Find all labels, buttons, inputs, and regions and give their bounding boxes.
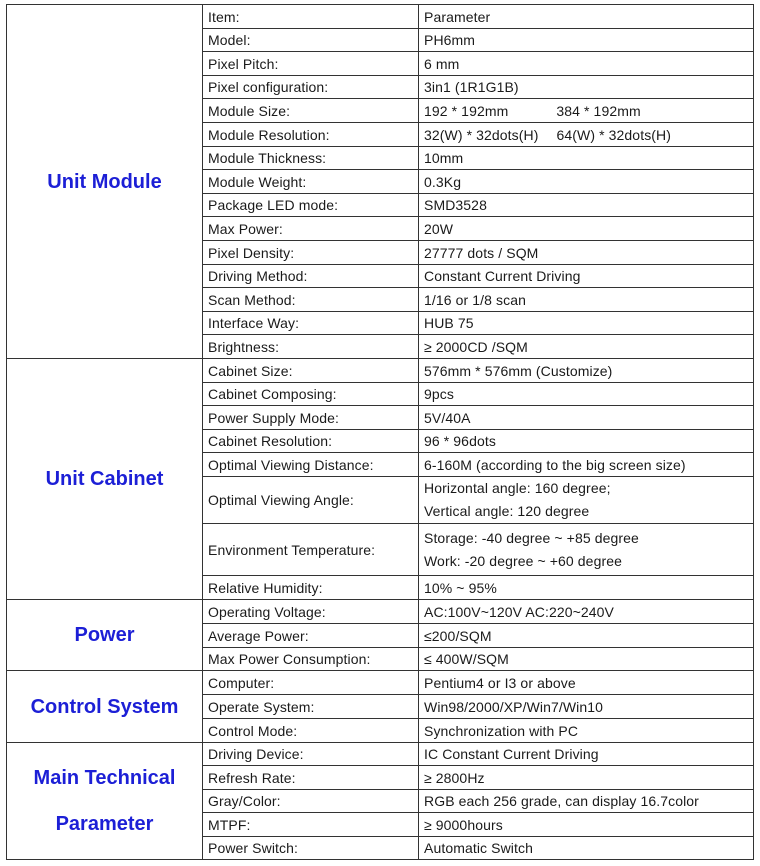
spec-label: Driving Device: [203, 743, 419, 766]
spec-value-line: Horizontal angle: 160 degree; [424, 480, 611, 496]
spec-value: ≥ 2800Hz [419, 766, 754, 790]
spec-value: Parameter [419, 5, 754, 29]
spec-value: 1/16 or 1/8 scan [419, 288, 754, 312]
spec-label: Cabinet Composing: [203, 383, 419, 406]
spec-label: Module Weight: [203, 170, 419, 194]
spec-value: 6-160M (according to the big screen size) [419, 453, 754, 477]
spec-label: Scan Method: [203, 288, 419, 312]
spec-label: Refresh Rate: [203, 766, 419, 790]
spec-value: Win98/2000/XP/Win7/Win10 [419, 695, 754, 719]
spec-value: 6 mm [419, 52, 754, 76]
spec-value: RGB each 256 grade, can display 16.7color [419, 790, 754, 813]
spec-value: ≥ 2000CD /SQM [419, 335, 754, 359]
spec-value [419, 123, 754, 147]
spec-value: AC:100V~120V AC:220~240V [419, 600, 754, 624]
spec-value-part: 384 * 192mm [556, 102, 641, 119]
spec-value: HUB 75 [419, 312, 754, 335]
spec-value: SMD3528 [419, 194, 754, 217]
spec-label: Environment Temperature: [203, 524, 419, 576]
category-unit-module: Unit Module [7, 5, 203, 359]
spec-label: Relative Humidity: [203, 576, 419, 600]
spec-label: Module Size: [203, 99, 419, 123]
spec-value: ≤200/SQM [419, 624, 754, 648]
category-main-technical-parameter [7, 743, 203, 860]
spec-value: PH6mm [419, 29, 754, 52]
spec-value: IC Constant Current Driving [419, 743, 754, 766]
spec-label: Optimal Viewing Distance: [203, 453, 419, 477]
spec-label: Module Thickness: [203, 147, 419, 170]
spec-value: 27777 dots / SQM [419, 241, 754, 265]
spec-label: Average Power: [203, 624, 419, 648]
spec-label: Power Switch: [203, 837, 419, 860]
spec-value: Automatic Switch [419, 837, 754, 860]
spec-label: MTPF: [203, 813, 419, 837]
category-title-line: Main Technical [33, 767, 176, 789]
spec-value: Constant Current Driving [419, 265, 754, 288]
spec-label: Cabinet Size: [203, 359, 419, 383]
spec-label: Power Supply Mode: [203, 406, 419, 430]
spec-value-line: Work: -20 degree ~ +60 degree [424, 552, 622, 569]
table-row [7, 743, 754, 766]
table-row [7, 5, 754, 29]
spec-label: Module Resolution: [203, 123, 419, 147]
category-unit-cabinet: Unit Cabinet [7, 359, 203, 600]
spec-label: Operating Voltage: [203, 600, 419, 624]
spec-label: Brightness: [203, 335, 419, 359]
spec-value [419, 99, 754, 123]
spec-label: Pixel Pitch: [203, 52, 419, 76]
spec-label: Max Power: [203, 217, 419, 241]
spec-value-part: 64(W) * 32dots(H) [556, 126, 672, 143]
spec-label: Control Mode: [203, 719, 419, 743]
spec-label: Cabinet Resolution: [203, 430, 419, 453]
spec-value: 5V/40A [419, 406, 754, 430]
spec-value: 9pcs [419, 383, 754, 406]
spec-value: 10% ~ 95% [419, 576, 754, 600]
category-power: Power [7, 600, 203, 671]
spec-value: Synchronization with PC [419, 719, 754, 743]
spec-label: Pixel configuration: [203, 76, 419, 99]
spec-value-part: 32(W) * 32dots(H) [424, 126, 539, 143]
spec-label: Gray/Color: [203, 790, 419, 813]
spec-value: 20W [419, 217, 754, 241]
spec-label: Driving Method: [203, 265, 419, 288]
spec-value [419, 477, 754, 524]
spec-value-part: 192 * 192mm [424, 102, 509, 119]
spec-value: ≥ 9000hours [419, 813, 754, 837]
spec-label: Item: [203, 5, 419, 29]
spec-value: ≤ 400W/SQM [419, 648, 754, 671]
spec-value: 0.3Kg [419, 170, 754, 194]
table-row [7, 671, 754, 695]
spec-label: Optimal Viewing Angle: [203, 477, 419, 524]
spec-value: Pentium4 or I3 or above [419, 671, 754, 695]
spec-value-line: Storage: -40 degree ~ +85 degree [424, 529, 639, 546]
category-title-line: Parameter [55, 813, 154, 835]
spec-value: 10mm [419, 147, 754, 170]
spec-value: 576mm * 576mm (Customize) [419, 359, 754, 383]
spec-label: Package LED mode: [203, 194, 419, 217]
table-row [7, 600, 754, 624]
spec-value-line: Vertical angle: 120 degree [424, 503, 590, 519]
spec-value [419, 524, 754, 576]
spec-table [6, 4, 754, 860]
spec-label: Interface Way: [203, 312, 419, 335]
spec-value: 3in1 (1R1G1B) [419, 76, 754, 99]
spec-label: Computer: [203, 671, 419, 695]
table-row [7, 359, 754, 383]
spec-label: Model: [203, 29, 419, 52]
spec-label: Max Power Consumption: [203, 648, 419, 671]
category-control-system: Control System [7, 671, 203, 743]
spec-value: 96 * 96dots [419, 430, 754, 453]
spec-label: Pixel Density: [203, 241, 419, 265]
spec-label: Operate System: [203, 695, 419, 719]
